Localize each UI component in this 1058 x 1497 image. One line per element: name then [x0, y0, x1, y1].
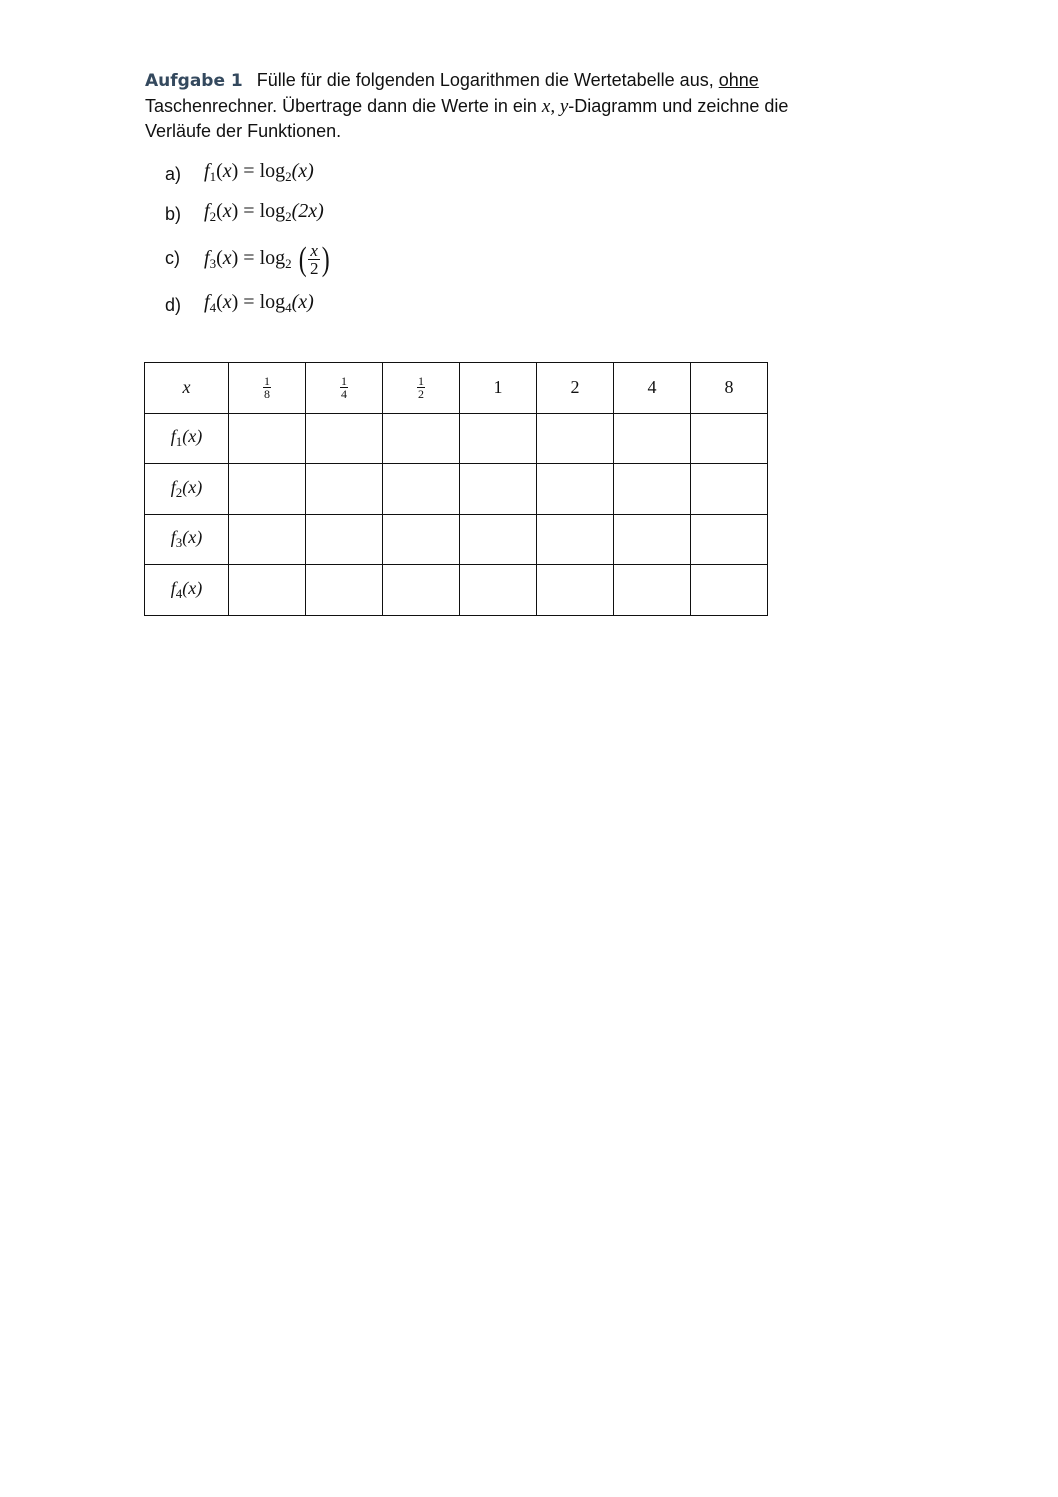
subtask-label: c) — [165, 248, 180, 268]
log-argument: (2x) — [291, 200, 324, 222]
empty-cell[interactable] — [460, 514, 537, 565]
header-x-value — [383, 363, 460, 414]
function-name: f — [170, 527, 176, 548]
log-argument: (x) — [291, 291, 314, 313]
fraction — [263, 375, 271, 400]
paren-close: ) — [322, 240, 331, 278]
function-index: 3 — [175, 535, 183, 551]
function-index: 4 — [209, 300, 217, 315]
fraction — [340, 375, 348, 400]
subtask-formula: $f_2(x) = \log_2(2x)$ — [204, 200, 324, 224]
empty-cell[interactable] — [460, 413, 537, 464]
empty-cell[interactable] — [537, 413, 614, 464]
function-arg: x — [222, 291, 232, 313]
empty-cell[interactable] — [383, 464, 460, 515]
table-row — [145, 413, 768, 464]
function-name: f — [204, 160, 210, 182]
subtask-label: d) — [165, 295, 182, 315]
fraction — [417, 375, 425, 400]
fraction-denominator: 2 — [418, 387, 424, 402]
task-text — [145, 68, 810, 144]
task-text-part1: Fülle für die folgenden Logarithmen die Wertetabelle aus, — [256, 70, 719, 90]
value-table — [144, 362, 768, 616]
log-argument: (x) — [291, 160, 314, 182]
subtask-formula: $f_1(x) = \log_2(x)$ — [204, 160, 314, 184]
row-label — [145, 565, 229, 616]
subtask-a — [165, 160, 565, 200]
header-x-value: 1 — [460, 363, 537, 414]
header-x-value: 2 — [537, 363, 614, 414]
header-x-text: x — [182, 377, 191, 398]
table-row — [145, 565, 768, 616]
empty-cell[interactable] — [229, 514, 306, 565]
subtask-formula: $f_3(x) = \log_2$ ( $\frac{x}{2}$ ) — [204, 240, 331, 278]
subtask-formula: $f_4(x) = \log_4(x)$ — [204, 291, 314, 315]
empty-cell[interactable] — [229, 565, 306, 616]
fraction-numerator: 1 — [341, 374, 347, 389]
empty-cell[interactable] — [383, 514, 460, 565]
row-label — [145, 514, 229, 565]
log-base: 4 — [285, 300, 292, 315]
header-x-value — [229, 363, 306, 414]
subtask-b — [165, 200, 565, 240]
row-label — [145, 413, 229, 464]
empty-cell[interactable] — [460, 565, 537, 616]
fraction-numerator: x — [308, 242, 321, 260]
function-index: 2 — [175, 484, 183, 500]
empty-cell[interactable] — [614, 464, 691, 515]
log-base: 2 — [285, 256, 292, 272]
empty-cell[interactable] — [691, 464, 768, 515]
function-arg: (x) — [182, 527, 203, 548]
function-arg: (x) — [182, 577, 203, 598]
task-text-part2: Taschenrechner. Übertrage dann die Werte in ein — [145, 95, 542, 116]
function-arg: (x) — [182, 426, 203, 447]
function-arg: x — [222, 247, 232, 270]
task-math-xy: x, y — [541, 95, 569, 117]
function-arg: (x) — [182, 476, 203, 497]
empty-cell[interactable] — [614, 413, 691, 464]
function-index: 4 — [175, 585, 183, 601]
subtask-label: b) — [165, 204, 182, 224]
empty-cell[interactable] — [614, 514, 691, 565]
empty-cell[interactable] — [229, 464, 306, 515]
empty-cell[interactable] — [691, 514, 768, 565]
empty-cell[interactable] — [383, 413, 460, 464]
header-x-value: 4 — [614, 363, 691, 414]
function-name: f — [170, 426, 176, 447]
table-row — [145, 514, 768, 565]
empty-cell[interactable] — [460, 464, 537, 515]
table-row — [145, 464, 768, 515]
fraction-denominator: 4 — [341, 387, 347, 402]
subtask-d — [165, 291, 565, 331]
header-x-value — [306, 363, 383, 414]
row-label — [145, 464, 229, 515]
function-arg: x — [222, 200, 232, 222]
empty-cell[interactable] — [306, 565, 383, 616]
function-arg: x — [222, 160, 232, 182]
function-index: 1 — [209, 169, 217, 184]
function-index: 1 — [175, 434, 183, 450]
empty-cell[interactable] — [383, 565, 460, 616]
fraction-numerator: 1 — [418, 374, 424, 389]
empty-cell[interactable] — [691, 413, 768, 464]
log-base: 2 — [285, 169, 292, 184]
header-x-label — [145, 363, 229, 414]
fraction-denominator: 8 — [264, 387, 270, 402]
function-name: f — [204, 247, 210, 270]
empty-cell[interactable] — [537, 565, 614, 616]
empty-cell[interactable] — [537, 514, 614, 565]
task-underlined-word: ohne — [718, 70, 759, 90]
function-name: f — [170, 476, 176, 497]
table-header-row — [145, 363, 768, 414]
empty-cell[interactable] — [614, 565, 691, 616]
empty-cell[interactable] — [229, 413, 306, 464]
subtask-c — [165, 238, 565, 288]
subtask-label: a) — [165, 164, 182, 184]
empty-cell[interactable] — [306, 464, 383, 515]
paren-open: ( — [298, 240, 307, 278]
log-base: 2 — [285, 209, 292, 224]
function-index: 3 — [209, 256, 217, 272]
function-name: f — [204, 291, 210, 313]
fraction-numerator: 1 — [264, 374, 270, 389]
empty-cell[interactable] — [691, 565, 768, 616]
function-name: f — [170, 577, 176, 598]
fraction-denominator: 2 — [309, 259, 319, 278]
task-title: Aufgabe 1 — [145, 71, 243, 91]
empty-cell[interactable] — [306, 413, 383, 464]
empty-cell[interactable] — [537, 464, 614, 515]
empty-cell[interactable] — [306, 514, 383, 565]
log-fraction — [308, 242, 321, 277]
function-name: f — [204, 200, 210, 222]
header-x-value: 8 — [691, 363, 768, 414]
task-text-part3: -Diagramm und zeichne die Verläufe der Funktionen. — [145, 95, 789, 141]
function-index: 2 — [209, 209, 217, 224]
